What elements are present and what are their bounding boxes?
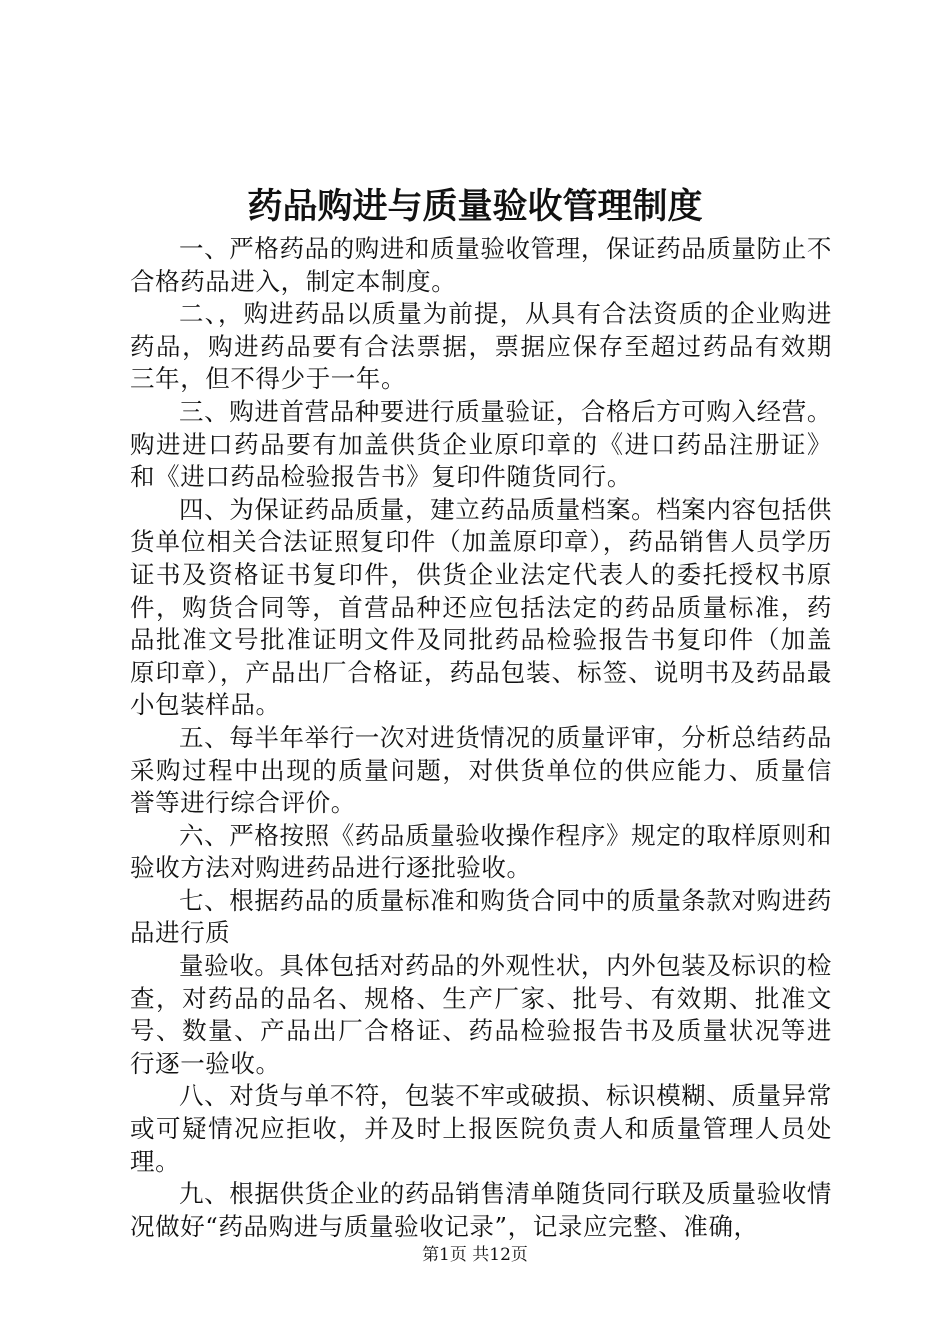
paragraph-7: 七、根据药品的质量标准和购货合同中的质量条款对购进药品进行质 [130,885,832,948]
paragraph-3: 三、购进首营品种要进行质量验证，合格后方可购入经营。购进进口药品要有加盖供货企业原印章的《进口药品注册证》和《进口药品检验报告书》复印件随货同行。 [130,396,832,492]
paragraph-4: 四、为保证药品质量，建立药品质量档案。档案内容包括供货单位相关合法证照复印件（加盖原印章），药品销售人员学历证书及资格证书复印件，供货企业法定代表人的委托授权书原件，购货合同等，首营品种还应包括法定的药品质量标准，药品批准文号批准证明文件及同批药品检验报告书复印件（加盖原印章），产品出厂合格证，药品包装、标签、说明书及药品最小包装样品。 [130,494,832,720]
paragraph-5: 五、每半年举行一次对进货情况的质量评审，分析总结药品采购过程中出现的质量问题，对供货单位的供应能力、质量信誉等进行综合评价。 [130,722,832,818]
paragraph-2: 二、，购进药品以质量为前提，从具有合法资质的企业购进药品，购进药品要有合法票据，票据应保存至超过药品有效期三年，但不得少于一年。 [130,299,832,394]
paragraph-7-continued: 量验收。具体包括对药品的外观性状，内外包装及标识的检查，对药品的品名、规格、生产厂家、批号、有效期、批准文号、数量、产品出厂合格证、药品检验报告书及质量状况等进行逐一验收。 [130,951,832,1078]
paragraph-1: 一、严格药品的购进和质量验收管理，保证药品质量防止不合格药品进入，制定本制度。 [130,234,832,296]
paragraph-6: 六、严格按照《药品质量验收操作程序》规定的取样原则和验收方法对购进药品进行逐批验收。 [130,820,832,883]
page-footer: 第1页 共12页 [422,1245,528,1265]
paragraph-9: 九、根据供货企业的药品销售清单随货同行联及质量验收情况做好“药品购进与质量验收记录”，记录应完整、准确， [130,1179,832,1241]
document-body [130,233,832,1243]
paragraph-8: 八、对货与单不符，包装不牢或破损、标识模糊、质量异常或可疑情况应拒收，并及时上报医院负责人和质量管理人员处理。 [130,1081,832,1176]
document-title: 药品购进与质量验收管理制度 [247,187,703,227]
